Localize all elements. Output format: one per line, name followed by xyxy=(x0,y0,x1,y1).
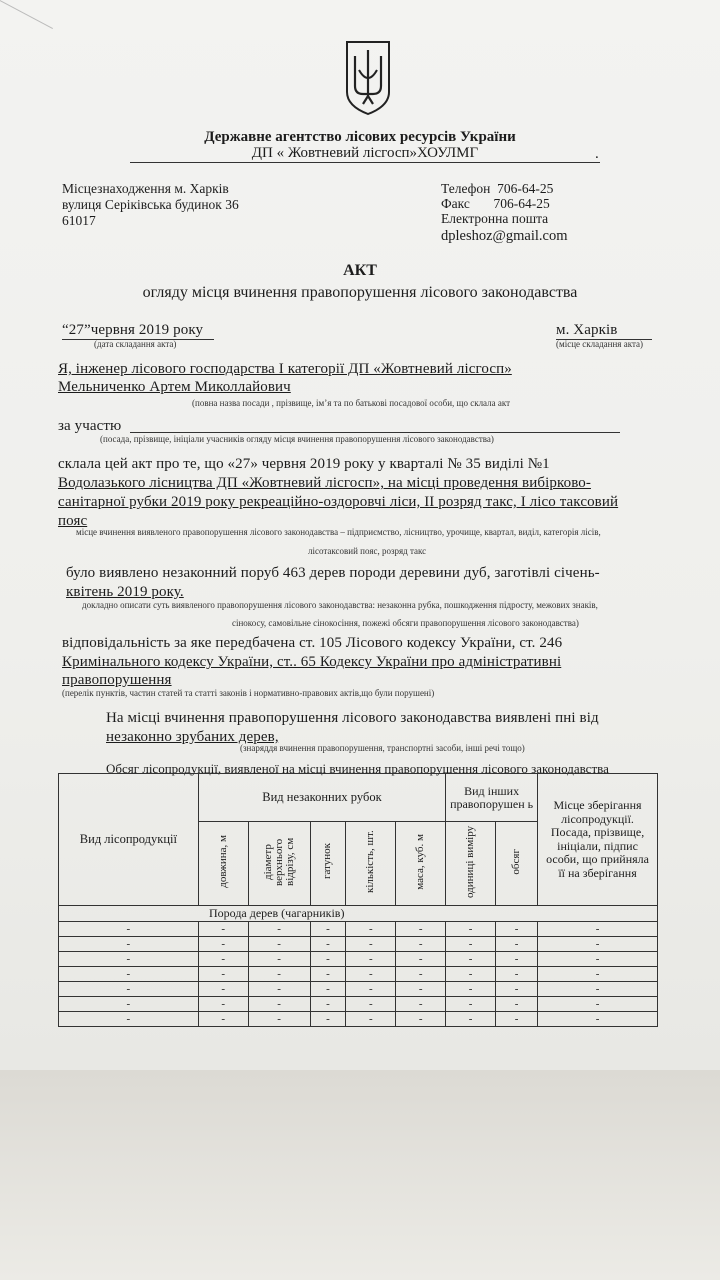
table-row xyxy=(59,997,658,1012)
table-cell: - xyxy=(198,1012,248,1027)
subcol-length xyxy=(198,822,248,906)
table-cell: - xyxy=(538,952,658,967)
table-cell: - xyxy=(538,982,658,997)
table-cell: - xyxy=(446,982,496,997)
statement-line1 xyxy=(58,456,684,473)
organization-subname-text: ДП « Жовтневий лісгосп»ХОУЛМГ xyxy=(251,145,479,161)
act-date: “27”червня 2019 року xyxy=(62,322,214,340)
subcol-diameter xyxy=(248,822,310,906)
subcol-quantity xyxy=(346,822,396,906)
table-cell: - xyxy=(248,952,310,967)
statement-caption2: лісотаксовий пояс, розряд такс xyxy=(308,546,427,556)
found-line2: квітень 2019 року. xyxy=(66,584,184,600)
col-header-storage: Місце зберігання лісопродукції. Посада, прізвище, ініціали, підпис особи, що прийняла її на зберігання xyxy=(538,774,658,906)
table-row xyxy=(59,1012,658,1027)
table-cell: - xyxy=(59,997,199,1012)
subcol-diameter-text: діаметр верхнього відрізу, см xyxy=(261,837,296,886)
table-cell: - xyxy=(198,937,248,952)
table-cell: - xyxy=(198,967,248,982)
act-place: м. Харків xyxy=(556,322,652,340)
table-cell: - xyxy=(496,967,538,982)
group-header-other: Вид інших правопорушен ь xyxy=(446,774,538,822)
table-cell: - xyxy=(496,1012,538,1027)
table-row xyxy=(59,952,658,967)
table-cell: - xyxy=(346,997,396,1012)
table-cell: - xyxy=(310,922,346,937)
table-cell: - xyxy=(59,982,199,997)
address-line2: вулиця Серіківська будинок 36 xyxy=(62,197,239,212)
author-caption: (повна назва посади , прізвище, ім’я та по батькові посадової особи, що склала акт xyxy=(192,398,511,408)
table-cell: - xyxy=(248,922,310,937)
act-subtitle: огляду місця вчинення правопорушення лісового законодавства xyxy=(142,284,578,301)
trident-emblem-icon xyxy=(345,40,391,116)
table-cell: - xyxy=(396,952,446,967)
table-cell: - xyxy=(248,967,310,982)
organization-name: Державне агентство лісових ресурсів України xyxy=(204,129,516,145)
table-cell: - xyxy=(396,937,446,952)
table-cell: - xyxy=(198,997,248,1012)
group-header-illegal: Вид незаконних рубок xyxy=(198,774,445,822)
participation-blank-line xyxy=(130,432,620,433)
subcol-mass-text: маса, куб. м xyxy=(414,833,427,890)
table-cell: - xyxy=(496,982,538,997)
table-cell: - xyxy=(538,967,658,982)
table-cell: - xyxy=(396,922,446,937)
subcol-volume xyxy=(496,822,538,906)
liability-line1: відповідальність за яке передбачена ст. 105 Лісового кодексу України, ст. 246 xyxy=(62,635,563,651)
table-cell: - xyxy=(59,1012,199,1027)
table-cell: - xyxy=(396,997,446,1012)
table-cell: - xyxy=(396,967,446,982)
found-caption2: сінокосу, самовільне сінокосіння, пожежі обсяги правопорушення лісового законодавства) xyxy=(232,618,579,628)
act-date-caption: (дата складання акта) xyxy=(94,339,177,349)
author-line1: Я, інженер лісового господарства І категорії ДП «Жовтневий лісгосп» xyxy=(58,361,512,377)
email-label: Електронна пошта xyxy=(441,211,549,226)
pencil-mark xyxy=(0,0,53,82)
table-cell: - xyxy=(310,937,346,952)
act-title: АКТ xyxy=(343,262,377,279)
table-cell: - xyxy=(198,952,248,967)
email: dpleshoz@gmail.com xyxy=(441,228,568,244)
table-cell: - xyxy=(446,967,496,982)
subcol-mass xyxy=(396,822,446,906)
table-cell: - xyxy=(446,1012,496,1027)
liability-line2: Кримінального кодексу України, ст.. 65 Кодексу України про адміністративні xyxy=(62,654,562,670)
subcol-units-text: одиниці виміру xyxy=(464,825,477,898)
table-cell: - xyxy=(446,952,496,967)
fax: Факс 706-64-25 xyxy=(441,196,550,211)
subcol-units xyxy=(446,822,496,906)
subcol-length-text: довжина, м xyxy=(216,835,229,888)
table-cell: - xyxy=(310,997,346,1012)
table-cell: - xyxy=(248,937,310,952)
subcol-grade xyxy=(310,822,346,906)
liability-caption: (перелік пунктів, частин статей та статті законів і нормативно-правових актів,що були порушені) xyxy=(62,688,435,698)
forest-products-table xyxy=(58,773,658,1027)
col-header-product: Вид лісопродукції xyxy=(59,774,199,906)
evidence-line2: незаконно зрубаних дерев, xyxy=(106,729,279,745)
subcol-grade-text: гатунок xyxy=(321,843,334,880)
act-place-caption: (місце складання акта) xyxy=(556,339,643,349)
statement-line2: Водолазького лісництва ДП «Жовтневий лісгосп», на місці проведення вибірково- xyxy=(58,475,591,491)
statement-line4: пояс xyxy=(58,513,88,529)
table-cell: - xyxy=(198,922,248,937)
table-cell: - xyxy=(446,997,496,1012)
author-line2: Мельниченко Артем Миколлайович xyxy=(58,379,291,395)
table-cell: - xyxy=(496,937,538,952)
table-cell: - xyxy=(496,922,538,937)
found-caption1: докладно описати суть виявленого правопорушення лісового законодавства: незаконна рубка, пошкодження підросту, межових знаків, xyxy=(82,600,598,610)
table-cell: - xyxy=(538,997,658,1012)
participation-caption: (посада, прізвище, ініціали учасників огляду місця вчинення правопорушення лісового законодавства) xyxy=(100,434,494,444)
evidence-caption: (знаряддя вчинення правопорушення, транспортні засоби, інші речі тощо) xyxy=(240,743,525,753)
table-cell: - xyxy=(538,937,658,952)
table-title: Обсяг лісопродукції, виявленої на місці вчинення правопорушення лісового законодавства xyxy=(106,761,609,776)
table-row xyxy=(59,982,658,997)
table-cell: - xyxy=(248,1012,310,1027)
evidence-line1: На місці вчинення правопорушення лісового законодавства виявлені пні від xyxy=(106,710,599,726)
species-row: Порода дерев (чагарників) xyxy=(59,906,658,922)
organization-subname-end: . xyxy=(595,146,599,162)
table-cell: - xyxy=(446,922,496,937)
table-row xyxy=(59,937,658,952)
table-cell: - xyxy=(310,1012,346,1027)
subcol-quantity-text: кількість, шт. xyxy=(364,830,377,893)
subcol-volume-text: обсяг xyxy=(510,848,523,875)
table-cell: - xyxy=(396,982,446,997)
table-cell: - xyxy=(198,982,248,997)
address-line1: Місцезнаходження м. Харків xyxy=(62,181,229,196)
statement-line3: санітарної рубки 2019 року рекреаційно-оздоровчі ліси, ІІ розряд такс, І лісо таксовий xyxy=(58,494,619,510)
table-cell: - xyxy=(346,967,396,982)
table-cell: - xyxy=(346,1012,396,1027)
table-cell: - xyxy=(59,952,199,967)
statement-line1-text: склала цей акт про те, що «27» червня 2019 року у кварталі № 35 виділі №1 xyxy=(58,456,550,472)
table-cell: - xyxy=(496,997,538,1012)
found-line1: було виявлено незаконний поруб 463 дерев породи деревини дуб, заготівлі січень- xyxy=(66,565,600,581)
table-cell: - xyxy=(346,922,396,937)
table-row xyxy=(59,967,658,982)
liability-line3: правопорушення xyxy=(62,672,172,688)
table-cell: - xyxy=(59,937,199,952)
participation-label: за участю xyxy=(58,418,122,434)
table-cell: - xyxy=(538,1012,658,1027)
table-cell: - xyxy=(59,967,199,982)
table-row xyxy=(59,922,658,937)
table-cell: - xyxy=(248,982,310,997)
organization-subname xyxy=(130,145,600,163)
table-cell: - xyxy=(346,952,396,967)
table-cell: - xyxy=(446,937,496,952)
address-line3: 61017 xyxy=(62,213,96,228)
table-cell: - xyxy=(310,982,346,997)
background-surface xyxy=(0,1070,720,1280)
table-cell: - xyxy=(346,937,396,952)
table-cell: - xyxy=(538,922,658,937)
table-cell: - xyxy=(346,982,396,997)
phone: Телефон 706-64-25 xyxy=(441,181,554,196)
table-cell: - xyxy=(248,997,310,1012)
table-cell: - xyxy=(310,967,346,982)
table-cell: - xyxy=(496,952,538,967)
statement-caption1: місце вчинення виявленого правопорушення лісового законодавства – підприємство, лісництво, урочище, квартал, виділ, категорія лісів, xyxy=(76,527,601,537)
table-cell: - xyxy=(59,922,199,937)
table-cell: - xyxy=(396,1012,446,1027)
table-cell: - xyxy=(310,952,346,967)
